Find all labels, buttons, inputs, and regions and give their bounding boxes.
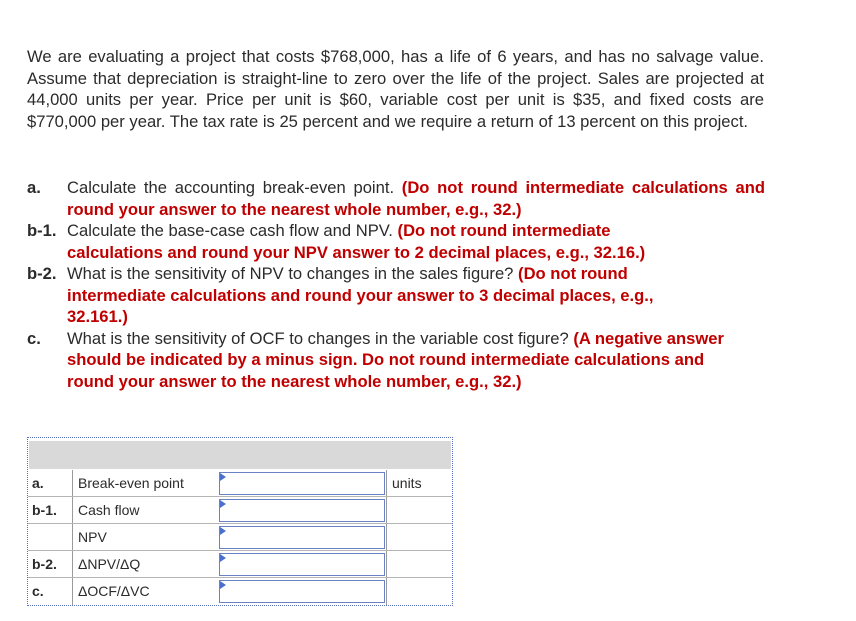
- table-row: [28, 497, 452, 524]
- question-label: a.: [27, 178, 41, 197]
- table-header-band: [29, 441, 451, 469]
- question-label: c.: [27, 328, 41, 348]
- break-even-input[interactable]: [219, 472, 385, 495]
- question-instruction: (Do not round intermediate calculations and round your answer to 3 decimal places, e.g., 32.161.): [67, 264, 654, 326]
- problem-statement: We are evaluating a project that costs $768,000, has a life of 6 years, and has no salvage value. Assume that depreciation is straight-line to zero over the life of the project. Sales are projected at 44,000 units per year. Price per unit is $60, variable cost per unit is $35, and fixed costs are $770,000 per year. The tax rate is 25 percent and we require a return of 13 percent on this project.: [27, 47, 764, 131]
- row-name: ΔOCF/ΔVC: [72, 578, 216, 605]
- row-name: ΔNPV/ΔQ: [72, 551, 216, 578]
- row-name: Cash flow: [72, 497, 216, 524]
- row-unit: [386, 497, 452, 524]
- row-label: a.: [32, 475, 44, 491]
- question-body: [67, 220, 707, 263]
- question-label: b-1.: [27, 221, 57, 240]
- table-row: [28, 524, 452, 551]
- question-body: [67, 328, 747, 393]
- row-name: Break-even point: [72, 470, 216, 497]
- row-label: b-2.: [32, 556, 57, 572]
- row-unit: units: [386, 470, 452, 497]
- question-text: What is the sensitivity of OCF to changes in the variable cost figure?: [67, 328, 569, 348]
- ocf-sensitivity-input[interactable]: [219, 580, 385, 603]
- question-body: [67, 263, 707, 328]
- question-instruction: (Do not round intermediate calculations and round your answer to the nearest whole number, e.g., 32.): [67, 178, 765, 219]
- npv-input[interactable]: [219, 526, 385, 549]
- question-item-b2: [27, 263, 765, 328]
- row-label: c.: [32, 583, 44, 599]
- question-body: [67, 177, 765, 220]
- table-row: [28, 470, 452, 497]
- row-unit: [386, 578, 452, 605]
- npv-sensitivity-input[interactable]: [219, 553, 385, 576]
- question-list: [27, 177, 765, 392]
- input-marker-icon: [220, 527, 226, 535]
- table-row: [28, 551, 452, 578]
- question-text: What is the sensitivity of NPV to changes in the sales figure?: [67, 264, 514, 283]
- question-instruction: (A negative answer should be indicated by a minus sign. Do not round intermediate calculations and round your answer to the nearest whole number, e.g., 32.): [67, 328, 724, 391]
- input-marker-icon: [220, 554, 226, 562]
- answer-table: [27, 437, 453, 606]
- question-text: Calculate the accounting break-even point.: [67, 178, 395, 197]
- row-unit: [386, 524, 452, 551]
- input-marker-icon: [220, 581, 226, 589]
- question-text: Calculate the base-case cash flow and NPV.: [67, 221, 393, 240]
- row-name: NPV: [72, 524, 216, 551]
- input-marker-icon: [220, 473, 226, 481]
- input-marker-icon: [220, 500, 226, 508]
- question-instruction: (Do not round intermediate calculations and round your NPV answer to 2 decimal places, e.g., 32.16.): [67, 221, 646, 262]
- row-label: b-1.: [32, 502, 57, 518]
- question-item-c: [27, 328, 765, 393]
- cash-flow-input[interactable]: [219, 499, 385, 522]
- question-label: b-2.: [27, 264, 57, 283]
- question-item-a: [27, 177, 765, 220]
- question-item-b1: [27, 220, 765, 263]
- row-unit: [386, 551, 452, 578]
- table-row: [28, 578, 452, 605]
